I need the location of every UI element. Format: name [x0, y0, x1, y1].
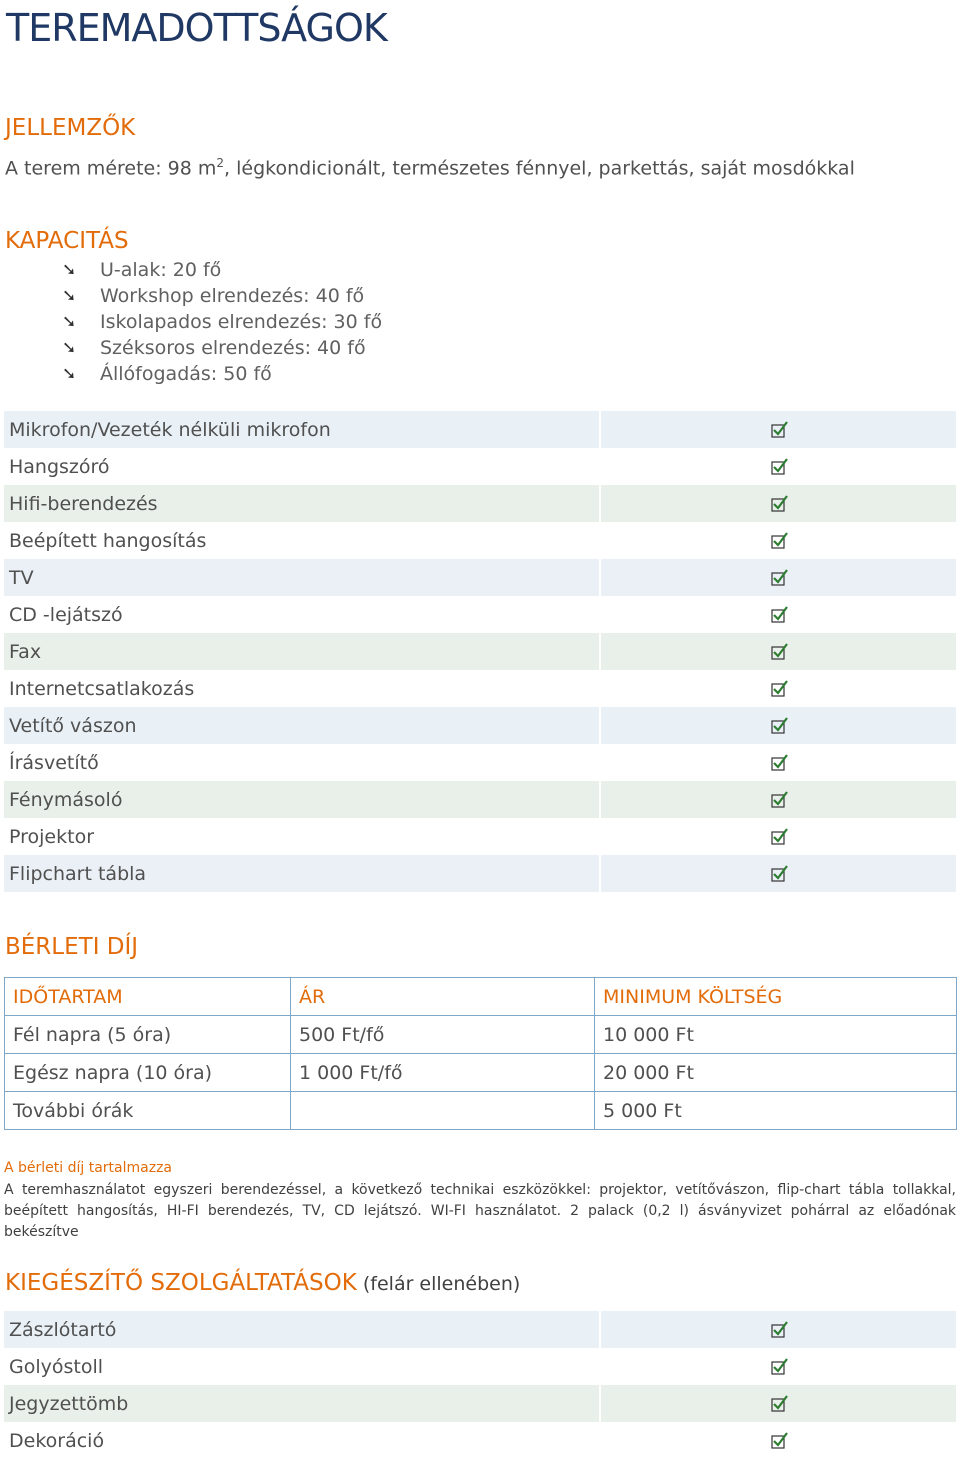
- table-row: [4, 633, 956, 670]
- capacity-heading: KAPACITÁS: [5, 228, 129, 254]
- table-cell: 5 000 Ft: [595, 1092, 957, 1130]
- table-cell: További órák: [5, 1092, 291, 1130]
- table-row: [4, 559, 956, 596]
- equipment-label: Hifi-berendezés: [4, 485, 600, 522]
- table-cell: 500 Ft/fő: [291, 1016, 595, 1054]
- list-item: [62, 335, 382, 361]
- equipment-label: Írásvetítő: [9, 751, 99, 774]
- arrow-down-right-icon: ➘: [62, 260, 77, 280]
- features-superscript: 2: [216, 156, 225, 170]
- column-header: MINIMUM KÖLTSÉG: [595, 978, 957, 1016]
- extras-label: Dekoráció: [9, 1429, 105, 1452]
- table-row: [4, 1422, 956, 1459]
- arrow-down-right-icon: ➘: [62, 338, 77, 358]
- table-row: [5, 1016, 957, 1054]
- check-box-icon: [600, 522, 956, 559]
- table-row: [4, 522, 956, 559]
- check-box-icon: [600, 707, 956, 744]
- check-box-icon: [600, 1422, 956, 1459]
- check-box-icon: [600, 448, 956, 485]
- table-row: [4, 707, 956, 744]
- extras-heading: [5, 1270, 520, 1296]
- rental-note-text: A teremhasználatot egyszeri berendezéssel, a következő technikai eszközökkel: projektor, vetítővászon, flip-chart tábla tollakkal, beépített hangosítás, HI-FI berendezés, TV, CD lejátszó. WI-FI használatot. 2 palack (0,2 l) ásványvizet pohárral az előadónak bekészítve: [4, 1182, 956, 1240]
- equipment-label: Projektor: [9, 825, 94, 848]
- features-text-start: A terem mérete: 98 m: [5, 157, 217, 180]
- table-row: [4, 818, 956, 855]
- capacity-item: U-alak: 20 fő: [100, 259, 222, 281]
- extras-heading-suffix: (felár ellenében): [356, 1273, 521, 1295]
- check-box-icon: [600, 670, 956, 707]
- equipment-label: TV: [4, 559, 600, 596]
- rental-note-heading: A bérleti díj tartalmazza: [4, 1160, 173, 1176]
- arrow-down-right-icon: ➘: [62, 312, 77, 332]
- features-text-end: , légkondicionált, természetes fénnyel, parkettás, saját mosdókkal: [224, 157, 855, 180]
- extras-heading-main: KIEGÉSZÍTŐ SZOLGÁLTATÁSOK: [5, 1270, 357, 1296]
- extras-table: [4, 1311, 956, 1459]
- check-box-icon: [600, 1348, 956, 1385]
- page-title: TEREMADOTTSÁGOK: [6, 6, 387, 50]
- capacity-item: Workshop elrendezés: 40 fő: [100, 285, 365, 307]
- check-box-icon: [600, 744, 956, 781]
- capacity-item: Iskolapados elrendezés: 30 fő: [100, 311, 383, 333]
- table-cell: 20 000 Ft: [595, 1054, 957, 1092]
- rental-table: [4, 977, 957, 1130]
- equipment-table: [4, 411, 956, 892]
- table-cell: Fél napra (5 óra): [5, 1016, 291, 1054]
- check-box-icon: [600, 1311, 956, 1348]
- table-row: [4, 1311, 956, 1348]
- check-box-icon: [600, 781, 956, 818]
- table-cell: 1 000 Ft/fő: [291, 1054, 595, 1092]
- table-row: [4, 596, 956, 633]
- extras-label: Jegyzettömb: [4, 1385, 600, 1422]
- table-row: [4, 411, 956, 448]
- equipment-label: Mikrofon/Vezeték nélküli mikrofon: [4, 411, 600, 448]
- check-box-icon: [600, 818, 956, 855]
- check-box-icon: [600, 411, 956, 448]
- check-box-icon: [600, 596, 956, 633]
- column-header: IDŐTARTAM: [5, 978, 291, 1016]
- table-row: [4, 485, 956, 522]
- check-box-icon: [600, 633, 956, 670]
- table-cell: Egész napra (10 óra): [5, 1054, 291, 1092]
- features-text: [5, 156, 855, 179]
- capacity-list: [62, 257, 382, 387]
- table-row: [4, 1348, 956, 1385]
- list-item: [62, 257, 382, 283]
- equipment-label: Fénymásoló: [4, 781, 600, 818]
- equipment-label: Flipchart tábla: [4, 855, 600, 892]
- table-row: [5, 1054, 957, 1092]
- arrow-down-right-icon: ➘: [62, 286, 77, 306]
- table-row: [4, 1385, 956, 1422]
- check-box-icon: [600, 1385, 956, 1422]
- table-cell: 10 000 Ft: [595, 1016, 957, 1054]
- extras-label: Zászlótartó: [4, 1311, 600, 1348]
- list-item: [62, 309, 382, 335]
- column-header: ÁR: [291, 978, 595, 1016]
- table-row: [4, 744, 956, 781]
- rental-heading: BÉRLETI DÍJ: [5, 934, 139, 960]
- table-row: [5, 1092, 957, 1130]
- check-box-icon: [600, 855, 956, 892]
- equipment-label: CD -lejátszó: [9, 603, 123, 626]
- check-box-icon: [600, 485, 956, 522]
- check-box-icon: [600, 559, 956, 596]
- equipment-label: Hangszóró: [9, 455, 110, 478]
- equipment-label: Fax: [4, 633, 600, 670]
- table-row: [4, 781, 956, 818]
- equipment-label: Internetcsatlakozás: [9, 677, 195, 700]
- arrow-down-right-icon: ➘: [62, 364, 77, 384]
- capacity-item: Állófogadás: 50 fő: [100, 363, 272, 385]
- equipment-label: Vetítő vászon: [4, 707, 600, 744]
- table-cell: [291, 1092, 595, 1130]
- table-row: [4, 448, 956, 485]
- table-header-row: [5, 978, 957, 1016]
- equipment-label: Beépített hangosítás: [9, 529, 207, 552]
- table-row: [4, 670, 956, 707]
- list-item: [62, 361, 382, 387]
- list-item: [62, 283, 382, 309]
- capacity-item: Széksoros elrendezés: 40 fő: [100, 337, 366, 359]
- table-row: [4, 855, 956, 892]
- extras-label: Golyóstoll: [9, 1355, 104, 1378]
- features-heading: JELLEMZŐK: [5, 115, 136, 141]
